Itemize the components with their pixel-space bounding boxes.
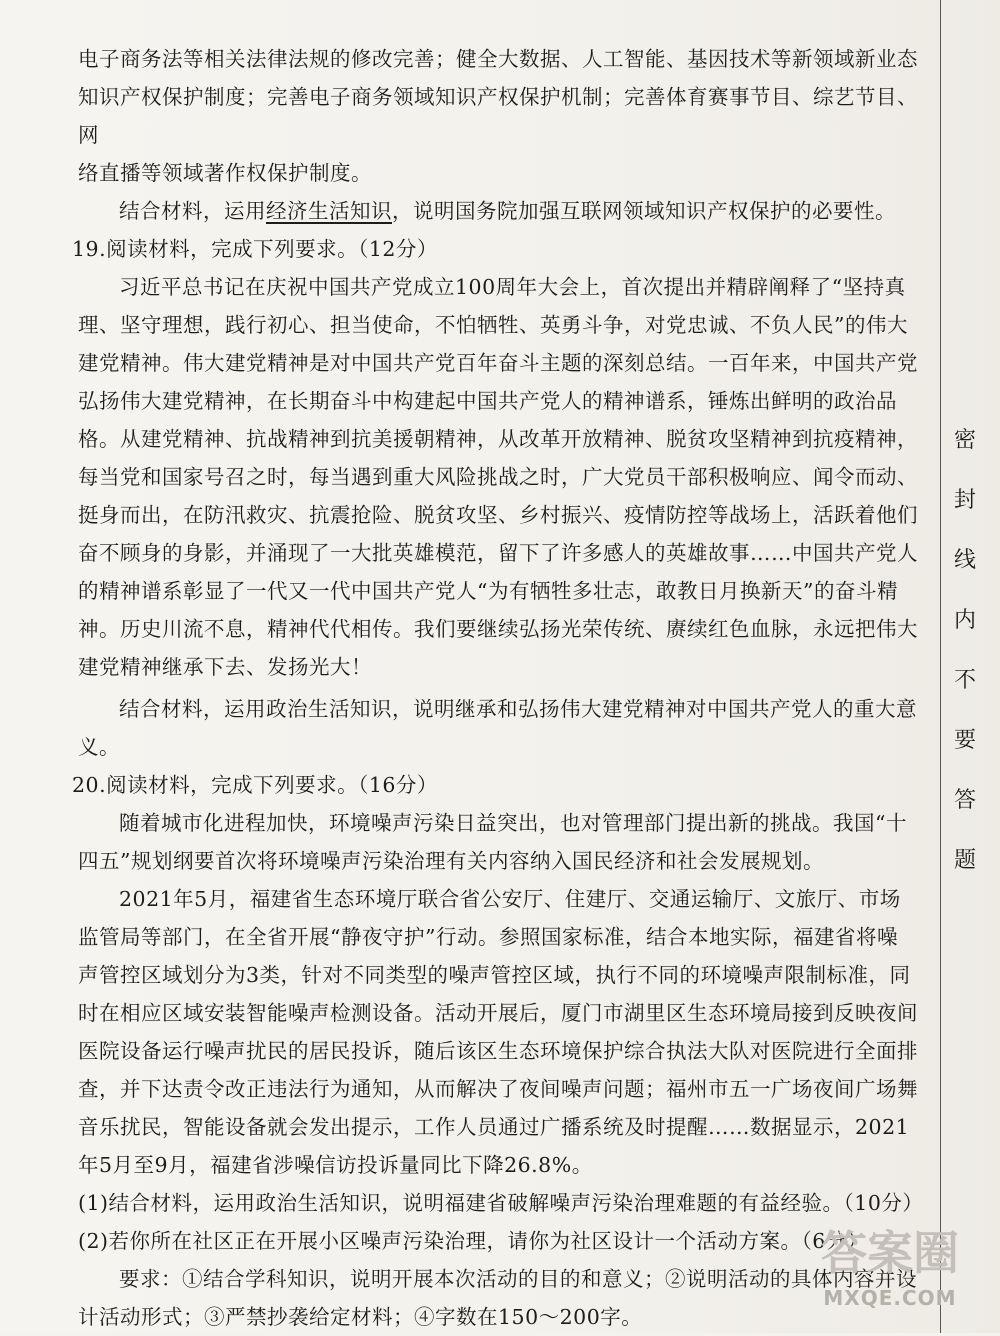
q20-sub-question-1: (1)结合材料，运用政治生活知识，说明福建省破解噪声污染治理难题的有益经验。（10分） xyxy=(78,1191,924,1215)
watermark-logo xyxy=(810,1223,970,1333)
q18-question xyxy=(78,192,918,230)
seal-char: 要 xyxy=(953,728,976,753)
q19-question: 结合材料，运用政治生活知识，说明继承和弘扬伟大建党精神对中国共产党人的重大意义。 xyxy=(78,697,917,759)
continuation-line-2: 知识产权保护制度；完善电子商务领域知识产权保护机制；完善体育赛事节目、综艺节目、网 xyxy=(78,85,918,147)
continuation-line-3: 络直播等领域著作权保护制度。 xyxy=(78,161,372,185)
q20-sub-question-2: (2)若你所在社区正在开展小区噪声污染治理，请你为社区设计一个活动方案。（6分） xyxy=(78,1229,868,1253)
continuation-line-1: 电子商务法等相关法律法规的修改完善；健全大数据、人工智能、基因技术等新领域新业态 xyxy=(78,47,918,71)
q20-heading: 20.阅读材料，完成下列要求。（16分） xyxy=(72,773,438,797)
q20-paragraph-1: 随着城市化进程加快，环境噪声污染日益突出，也对管理部门提出新的挑战。我国“十四五”规划纲要首次将环境噪声污染治理有关内容纳入国民经济和社会发展规划。 xyxy=(78,811,907,873)
q18-question-suffix: ，说明国务院加强互联网领域知识产权保护的必要性。 xyxy=(392,199,896,223)
seal-char: 不 xyxy=(953,668,976,693)
seal-char: 题 xyxy=(953,848,976,873)
seal-char: 答 xyxy=(953,788,976,813)
watermark-url: MXQE.COM xyxy=(823,1286,957,1310)
q20-requirements: 要求：①结合学科知识，说明开展本次活动的目的和意义；②说明活动的具体内容并设计活动形式；③严禁抄袭给定材料；④字数在150～200字。 xyxy=(78,1267,917,1329)
q18-question-prefix: 结合材料，运用 xyxy=(119,199,266,223)
watermark-top: 答案圈 xyxy=(821,1226,959,1280)
seal-line-text xyxy=(948,430,982,910)
q20-paragraph-2: 2021年5月，福建省生态环境厅联合省公安厅、住建厅、交通运输厅、文旅厅、市场监管局等部门，在全省开展“静夜守护”行动。参照国家标准，结合本地实际，福建省将噪声管控区域划分为3类，针对不同类型的噪声管控区域，执行不同的环境噪声限制标准，同时在相应区域安装智能噪声检测设备。活动开展后，厦门市湖里区生态环境局接到反映夜间医院设备运行噪声扰民的居民投诉，随后该区生态环境保护综合执法大队对医院进行全面排查，并下达责令改正违法行为通知，从而解决了夜间噪声问题；福州市五一广场夜间广场舞音乐扰民，智能设备就会发出提示，工作人员通过广播系统及时提醒……数据显示，2021年5月至9月，福建省涉噪信访投诉量同比下降26.8%。 xyxy=(78,887,918,1177)
q19-heading: 19.阅读材料，完成下列要求。（12分） xyxy=(72,237,438,261)
seal-char: 内 xyxy=(953,608,976,633)
q19-paragraph: 习近平总书记在庆祝中国共产党成立100周年大会上，首次提出并精辟阐释了“坚持真理、坚守理想，践行初心、担当使命，不怕牺牲、英勇斗争，对党忠诚、不负人民”的伟大建党精神。伟大建党精神是对中国共产党百年奋斗主题的深刻总结。一百年来，中国共产党弘扬伟大建党精神，在长期奋斗中构建起中国共产党人的精神谱系，锤炼出鲜明的政治品格。从建党精神、抗战精神到抗美援朝精神，从改革开放精神、脱贫攻坚精神到抗疫精神，每当党和国家号召之时，每当遇到重大风险挑战之时，广大党员干部积极响应、闻令而动、挺身而出，在防汛救灾、抗震抢险、脱贫攻坚、乡村振兴、疫情防控等战场上，活跃着他们奋不顾身的身影，并涌现了一大批英雄模范，留下了许多感人的英雄故事……中国共产党人的精神谱系彰显了一代又一代中国共产党人“为有牺牲多壮志，敢教日月换新天”的奋斗精神。历史川流不息，精神代代相传。我们要继续弘扬光荣传统、赓续红色血脉，永远把伟大建党精神继承下去、发扬光大！ xyxy=(78,275,918,679)
q18-question-underlined: 经济生活知识 xyxy=(266,199,392,223)
seal-char: 线 xyxy=(953,548,976,573)
seal-char: 密 xyxy=(953,428,976,453)
seal-char: 封 xyxy=(953,488,976,513)
page-content xyxy=(72,40,924,1336)
